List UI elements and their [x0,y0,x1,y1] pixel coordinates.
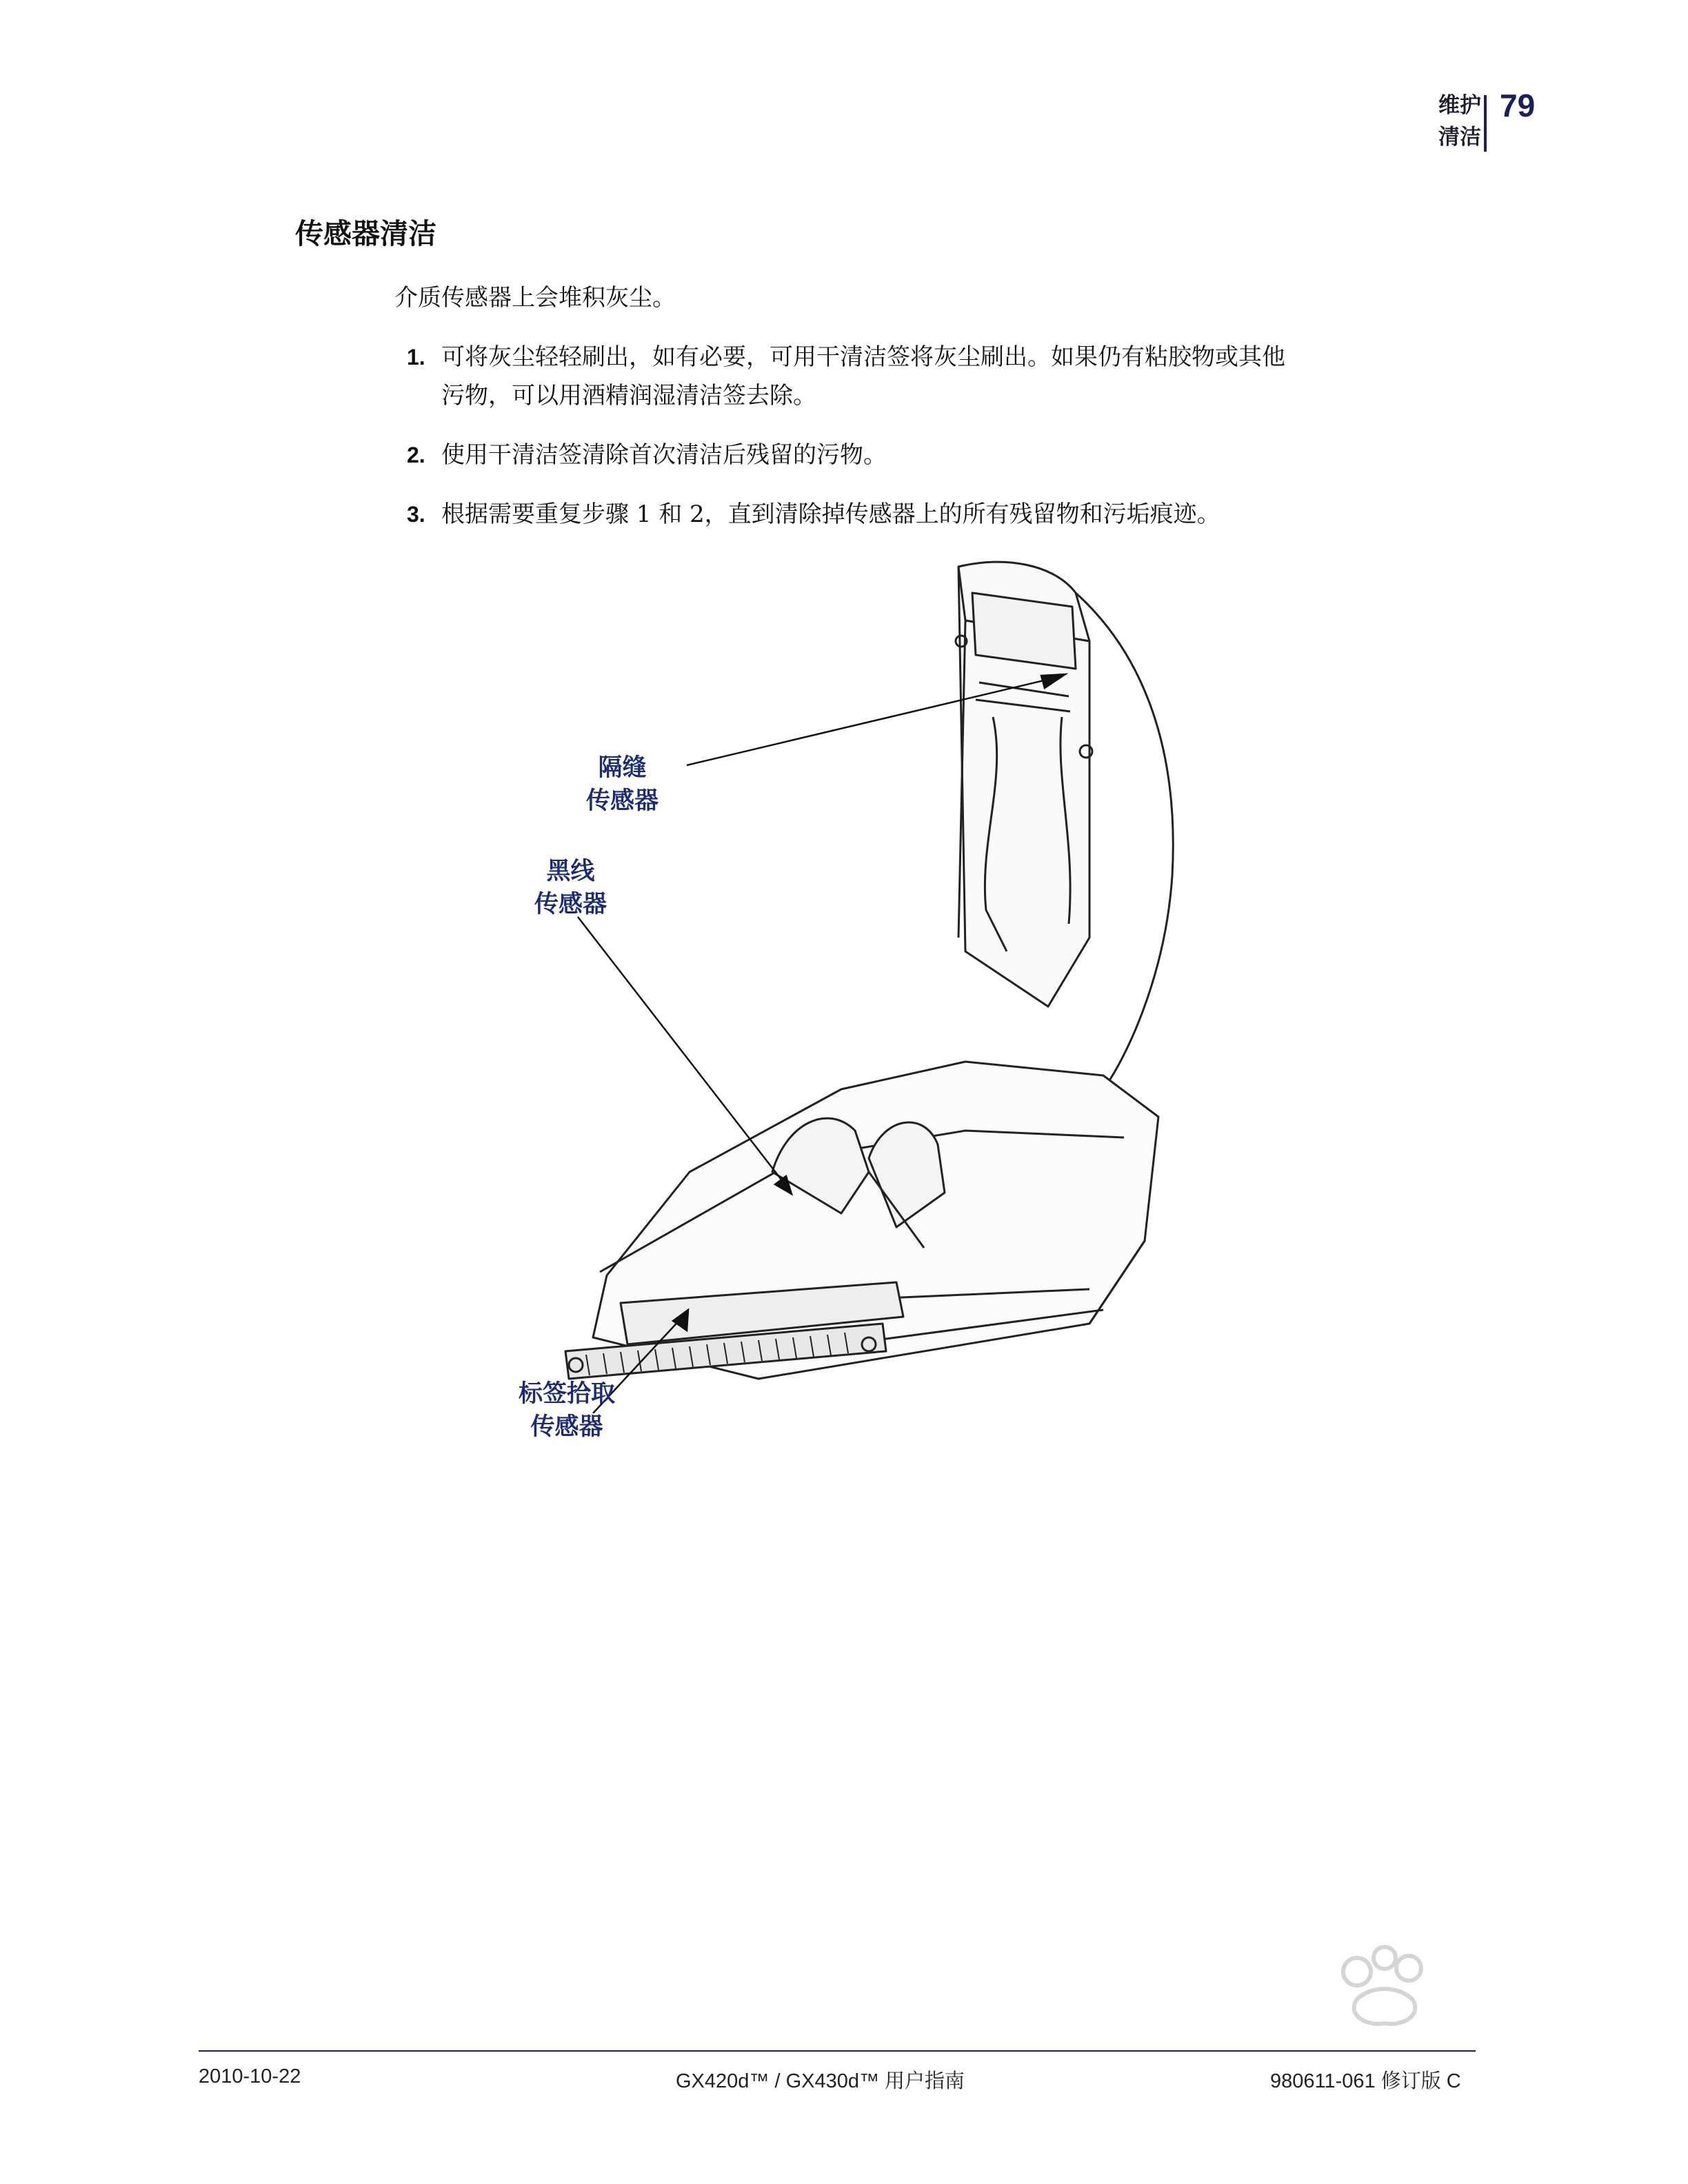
step-text: 根据需要重复步骤 1 和 2，直到清除掉传感器上的所有残留物和污垢痕迹。 [441,501,1220,528]
step-list [407,338,1496,554]
step-item [407,436,1496,474]
gap-sensor-callout [586,751,659,818]
step-text-continued: 污物，可以用酒精润湿清洁签去除。 [441,382,816,410]
step-item [407,338,1496,415]
callout-line: 传感器 [534,891,607,918]
header-divider [1484,95,1487,152]
printer-illustration [483,552,1324,1413]
footer-rule [199,2050,1476,2052]
black-line-sensor-callout [534,855,607,921]
footer-doc-number: 980611-061 修订版 C [1270,2070,1461,2092]
callout-line: 黑线 [546,858,595,885]
footer-date: 2010-10-22 [199,2065,301,2087]
section-title: 传感器清洁 [295,217,436,250]
peel-sensor-callout [519,1377,615,1444]
running-header [1438,90,1481,153]
step-number: 2. [407,443,425,467]
step-number: 1. [407,345,425,370]
intro-text: 介质传感器上会堆积灰尘。 [394,284,676,312]
step-text: 可将灰尘轻轻刷出，如有必要，可用干清洁签将灰尘刷出。如果仍有粘胶物或其他 [441,343,1285,371]
chapter-label: 维护 [1438,93,1481,118]
callout-line: 隔缝 [598,754,647,782]
section-label: 清洁 [1438,125,1481,150]
step-text: 使用干清洁签清除首次清洁后残留的污物。 [441,441,887,469]
callout-line: 传感器 [586,787,659,815]
step-item [407,495,1496,534]
callout-line: 标签拾取 [519,1380,616,1408]
page-number: 79 [1500,88,1536,123]
callout-line: 传感器 [530,1413,603,1441]
step-number: 3. [407,502,425,527]
watermark-logo [1185,1930,1571,2041]
footer-title: GX420d™ / GX430d™ 用户指南 [676,2070,965,2092]
